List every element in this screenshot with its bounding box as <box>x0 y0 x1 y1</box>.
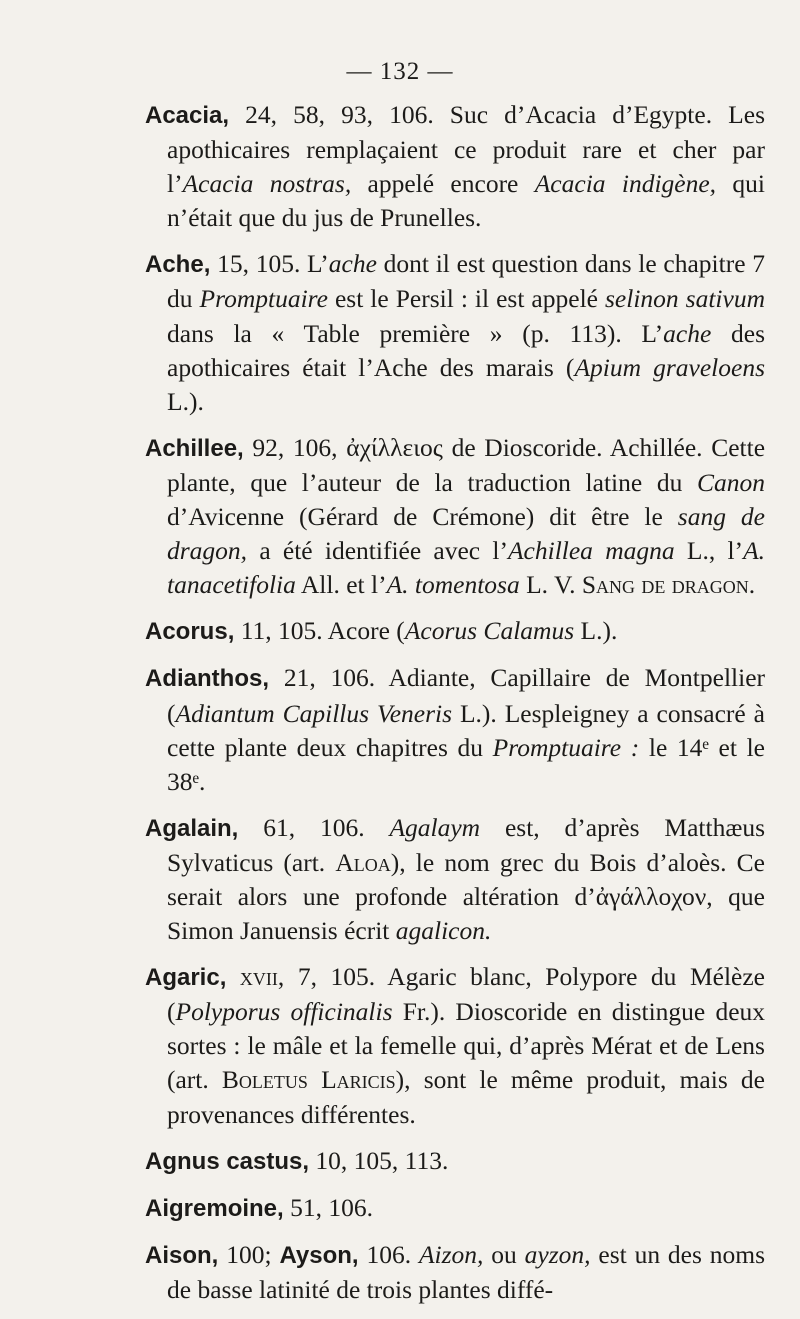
headword: Acacia, <box>145 102 230 129</box>
entry-agaric: Agaric, xvii, 7, 105. Agaric blanc, Polypore du Mélèze (Polyporus officinalis Fr.). Dioscoride en distingue deux sortes : le mâle et la femelle qui, d’après Mérat et de Lens (art. Boletus Laricis), sont le même produit, mais de provenances différentes. <box>145 962 766 1129</box>
headword: Acorus, <box>145 618 235 646</box>
entry-agalain: Agalain, 61, 106. Agalaym est, d’après Matthæus Sylvaticus (art. Aloa), le nom grec du Bois d’aloès. Ce serait alors une profonde altération d’ἀγάλλοχον, que Simon Januensis écrit agalicon. <box>145 812 766 946</box>
page-refs: 100; <box>226 1239 272 1269</box>
page-refs: 11, 105. <box>240 616 323 646</box>
headword: Ayson, <box>279 1241 359 1269</box>
headword: Agnus castus, <box>145 1147 310 1175</box>
headword: Adianthos, <box>145 665 269 693</box>
entry-achillee: Achillee, 92, 106, ἀχίλλειος de Dioscoride. Achillée. Cette plante, que l’auteur de la traduction latine du Canon d’Avicenne (Gérard de Crémone) dit être le sang de dragon, a été identifiée avec l’Achillea magna L., l’A. tanacetifolia All. et l’A. tomentosa L. V. Sang de dragon. <box>145 432 766 600</box>
headword: Agalain, <box>145 814 239 842</box>
headword: Aison, <box>145 1241 219 1269</box>
headword: Achillee, <box>145 434 244 462</box>
entry-adianthos: Adianthos, 21, 106. Adiante, Capillaire de Montpellier (Adiantum Capillus Veneris L.). Lespleigney a consacré à cette plante deux chapitres du Promptuaire : le 14ᵉ et le 38ᵉ. <box>145 663 766 796</box>
page-refs: 10, 105, 113. <box>315 1145 449 1175</box>
page-refs: 51, 106. <box>290 1192 373 1222</box>
headword: Agaric, <box>145 964 227 992</box>
index-text <box>145 98 765 1319</box>
page-refs: 24, 58, 93, 106. <box>245 100 434 129</box>
page-refs: 61, 106. <box>263 812 365 842</box>
page-number: — 132 — <box>346 58 454 85</box>
entry-aison: Aison, 100; Ayson, 106. Aizon, ou ayzon, est un des noms de basse latinité de trois plantes diffé- <box>145 1239 766 1304</box>
page-refs: 21, 106. <box>283 663 376 693</box>
cross-reference: Aloa <box>335 847 391 877</box>
entry-aigremoine <box>145 1191 765 1226</box>
page-refs: xvii, 7, 105. <box>239 962 376 992</box>
entry-acorus: Acorus, 11, 105. Acore (Acorus Calamus L.). <box>145 616 618 646</box>
page-refs: 15, 105. <box>217 249 301 279</box>
entry-acacia: Acacia, 24, 58, 93, 106. Suc d’Acacia d’Egypte. Les apothicaires remplaçaient ce produit rare et cher par l’Acacia nostras, appelé encore Acacia indigène, qui n’était que du jus de Prunelles. <box>145 100 765 233</box>
entry-agnus-castus <box>145 1144 765 1179</box>
page-refs: 92, 106, <box>252 432 338 462</box>
entry-ache: Ache, 15, 105. L’ache dont il est question dans le chapitre 7 du Promptuaire est le Persil : il est appelé selinon sativum dans la « Table première » (p. 113). L’ache des apothicaires était l’Ache des marais (Apium graveloens L.). <box>145 249 766 416</box>
headword: Ache, <box>145 251 211 279</box>
headword: Aigremoine, <box>145 1194 284 1222</box>
cross-reference: Sang de dragon <box>581 570 749 600</box>
cross-reference: Boletus Laricis <box>221 1065 396 1095</box>
page-refs: 106. <box>366 1239 412 1269</box>
